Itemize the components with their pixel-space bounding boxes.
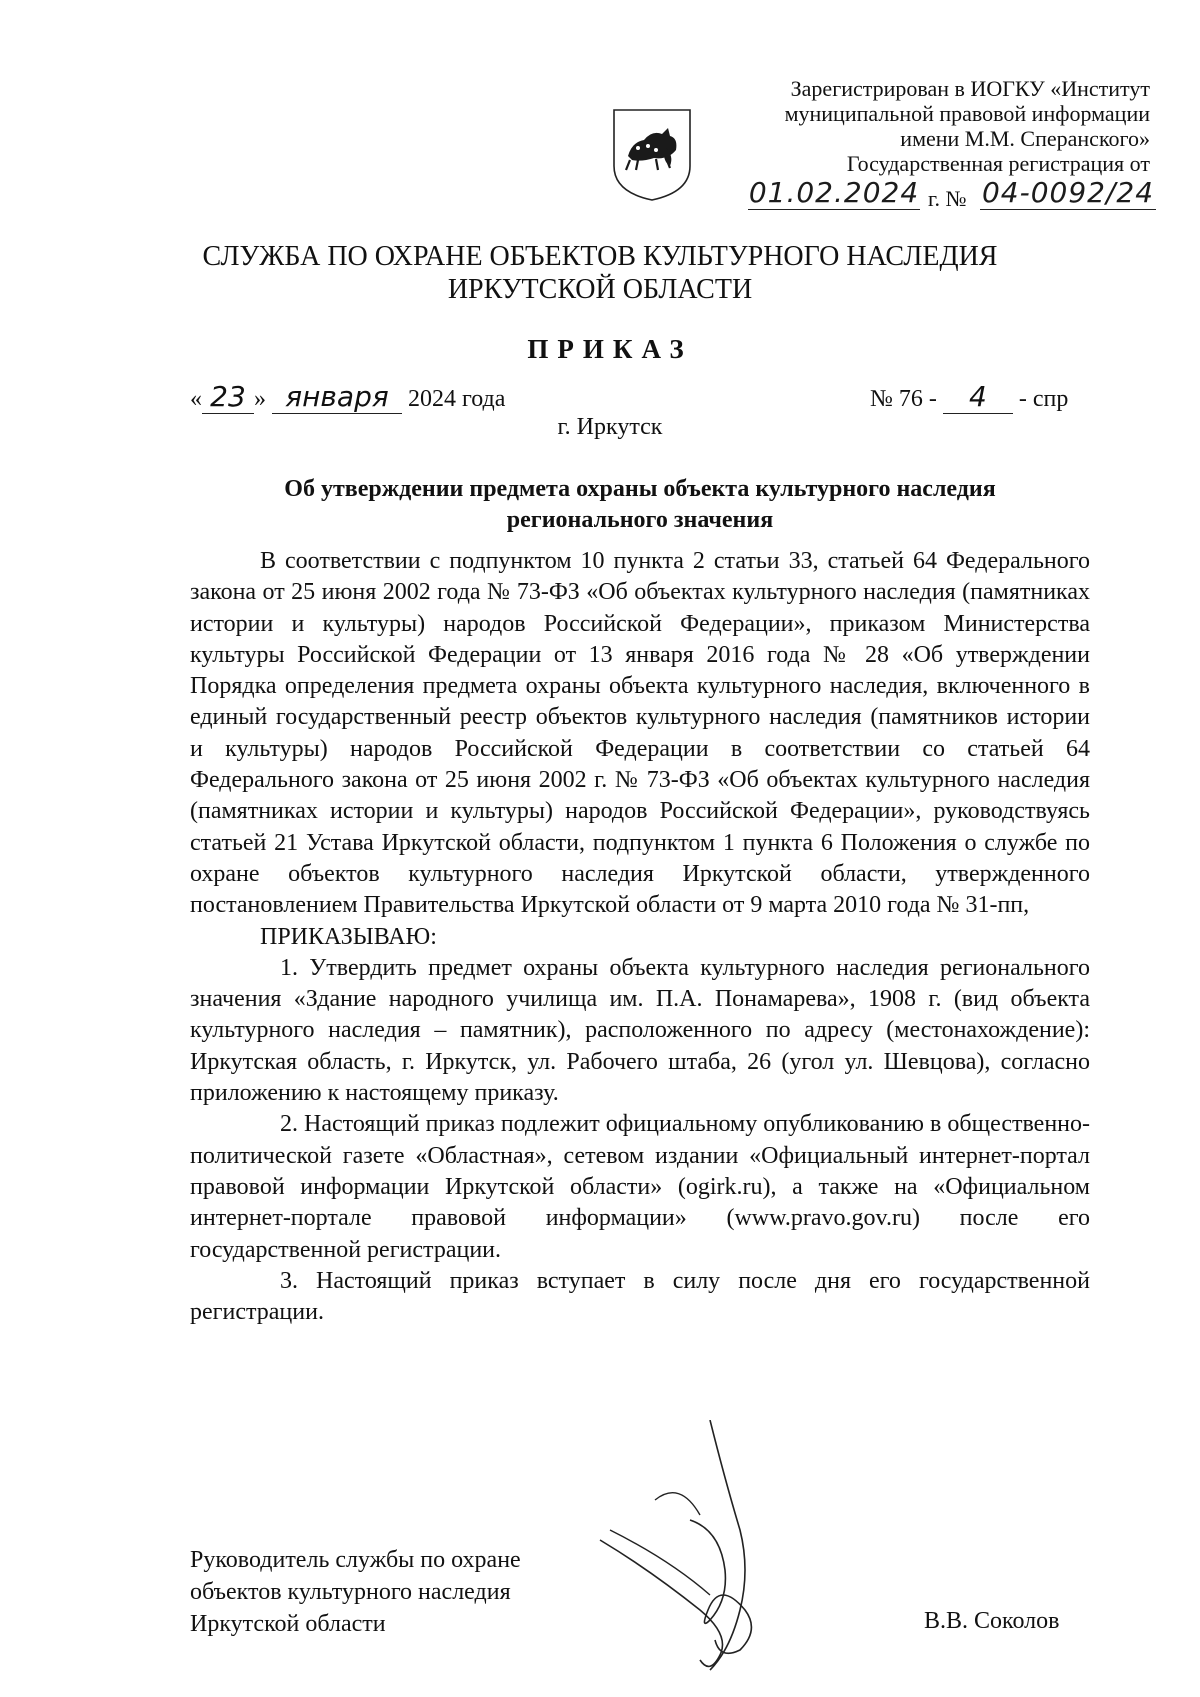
order-month: января	[272, 380, 402, 414]
registration-line: имени М.М. Сперанского»	[900, 126, 1150, 151]
document-type: ПРИКАЗ	[527, 334, 693, 364]
order-subject	[190, 474, 1090, 536]
signatory-name: В.В. Соколов	[924, 1608, 1060, 1634]
organization-name	[0, 240, 1200, 306]
order-number-value: 4	[943, 380, 1013, 414]
quote-close: »	[254, 386, 266, 412]
order-body	[190, 546, 1090, 1328]
organization-line: ИРКУТСКОЙ ОБЛАСТИ	[447, 274, 753, 305]
subject-line: регионального значения	[506, 507, 774, 533]
command-word: ПРИКАЗЫВАЮ:	[260, 923, 437, 950]
registration-stamp	[690, 76, 1150, 176]
order-number-suffix: - спр	[1018, 386, 1069, 412]
signatory-title-line: Иркутской области	[190, 1611, 386, 1637]
signatory-title	[190, 1544, 521, 1640]
signatory-title-line: Руководитель службы по охране	[190, 1547, 521, 1573]
preamble-paragraph: В соответствии с подпунктом 10 пункта 2 статьи 33, статьей 64 Федерального закона от 25 июня 2002 года № 73-ФЗ «Об объектах культурного наследия (памятниках истории и культуры) народов Российской Федерации», приказом Министерства культуры Российской Федерации от 13 января 2016 года № 28 «Об утверждении Порядка определения предмета охраны объекта культурного наследия, включенного в единый государственный реестр объектов культурного наследия (памятников истории и культуры) народов Российской Федерации в соответствии со статьей 64 Федерального закона от 25 июня 2002 г. № 73-ФЗ «Об объектах культурного наследия (памятниках истории и культуры) народов Российской Федерации», руководствуясь статьей 21 Устава Иркутской области, подпунктом 1 пункта 6 Положения о службе по охране объектов культурного наследия Иркутской области, утвержденного постановлением Правительства Иркутской области от 9 марта 2010 года № 31-пп,	[190, 548, 1090, 919]
registration-number: 04-0092/24	[981, 176, 1155, 209]
registration-line: муниципальной правовой информации	[784, 101, 1150, 126]
registration-date: 01.02.2024	[748, 176, 920, 209]
signatory-title-line: объектов культурного наследия	[190, 1579, 511, 1605]
coat-of-arms-icon	[608, 104, 696, 204]
subject-line: Об утверждении предмета охраны объекта культурного наследия	[284, 476, 996, 502]
handwritten-signature	[590, 1420, 820, 1690]
order-item: 2. Настоящий приказ подлежит официальному опубликованию в общественно-политической газете «Областная», сетевом издании «Официальный интернет-портал правовой информации Иркутской области» (ogirk.ru), а также на «Официальном интернет-портале правовой информации» (www.pravo.gov.ru) после его государственной регистрации.	[190, 1111, 1090, 1263]
quote-open: «	[190, 386, 202, 412]
order-city: г. Иркутск	[557, 414, 663, 440]
order-day: 23	[202, 380, 254, 414]
order-date	[190, 380, 505, 414]
order-number	[870, 380, 1068, 414]
organization-line: СЛУЖБА ПО ОХРАНЕ ОБЪЕКТОВ КУЛЬТУРНОГО НАСЛЕДИЯ	[202, 241, 998, 272]
registration-number-prefix: г. №	[928, 186, 967, 211]
order-year: 2024 года	[408, 386, 506, 412]
registration-line: Государственная регистрация от	[846, 151, 1150, 176]
order-item: 1. Утвердить предмет охраны объекта культурного наследия регионального значения «Здание народного училища им. П.А. Понамарева», 1908 г. (вид объекта культурного наследия – памятник), расположенного по адресу (местонахождение): Иркутская область, г. Иркутск, ул. Рабочего штаба, 26 (угол ул. Шевцова), согласно приложению к настоящему приказу.	[190, 954, 1090, 1107]
order-number-prefix: № 76 -	[870, 386, 937, 412]
order-item: 3. Настоящий приказ вступает в силу после дня его государственной регистрации.	[190, 1267, 1090, 1326]
registration-line: Зарегистрирован в ИОГКУ «Институт	[790, 76, 1150, 101]
